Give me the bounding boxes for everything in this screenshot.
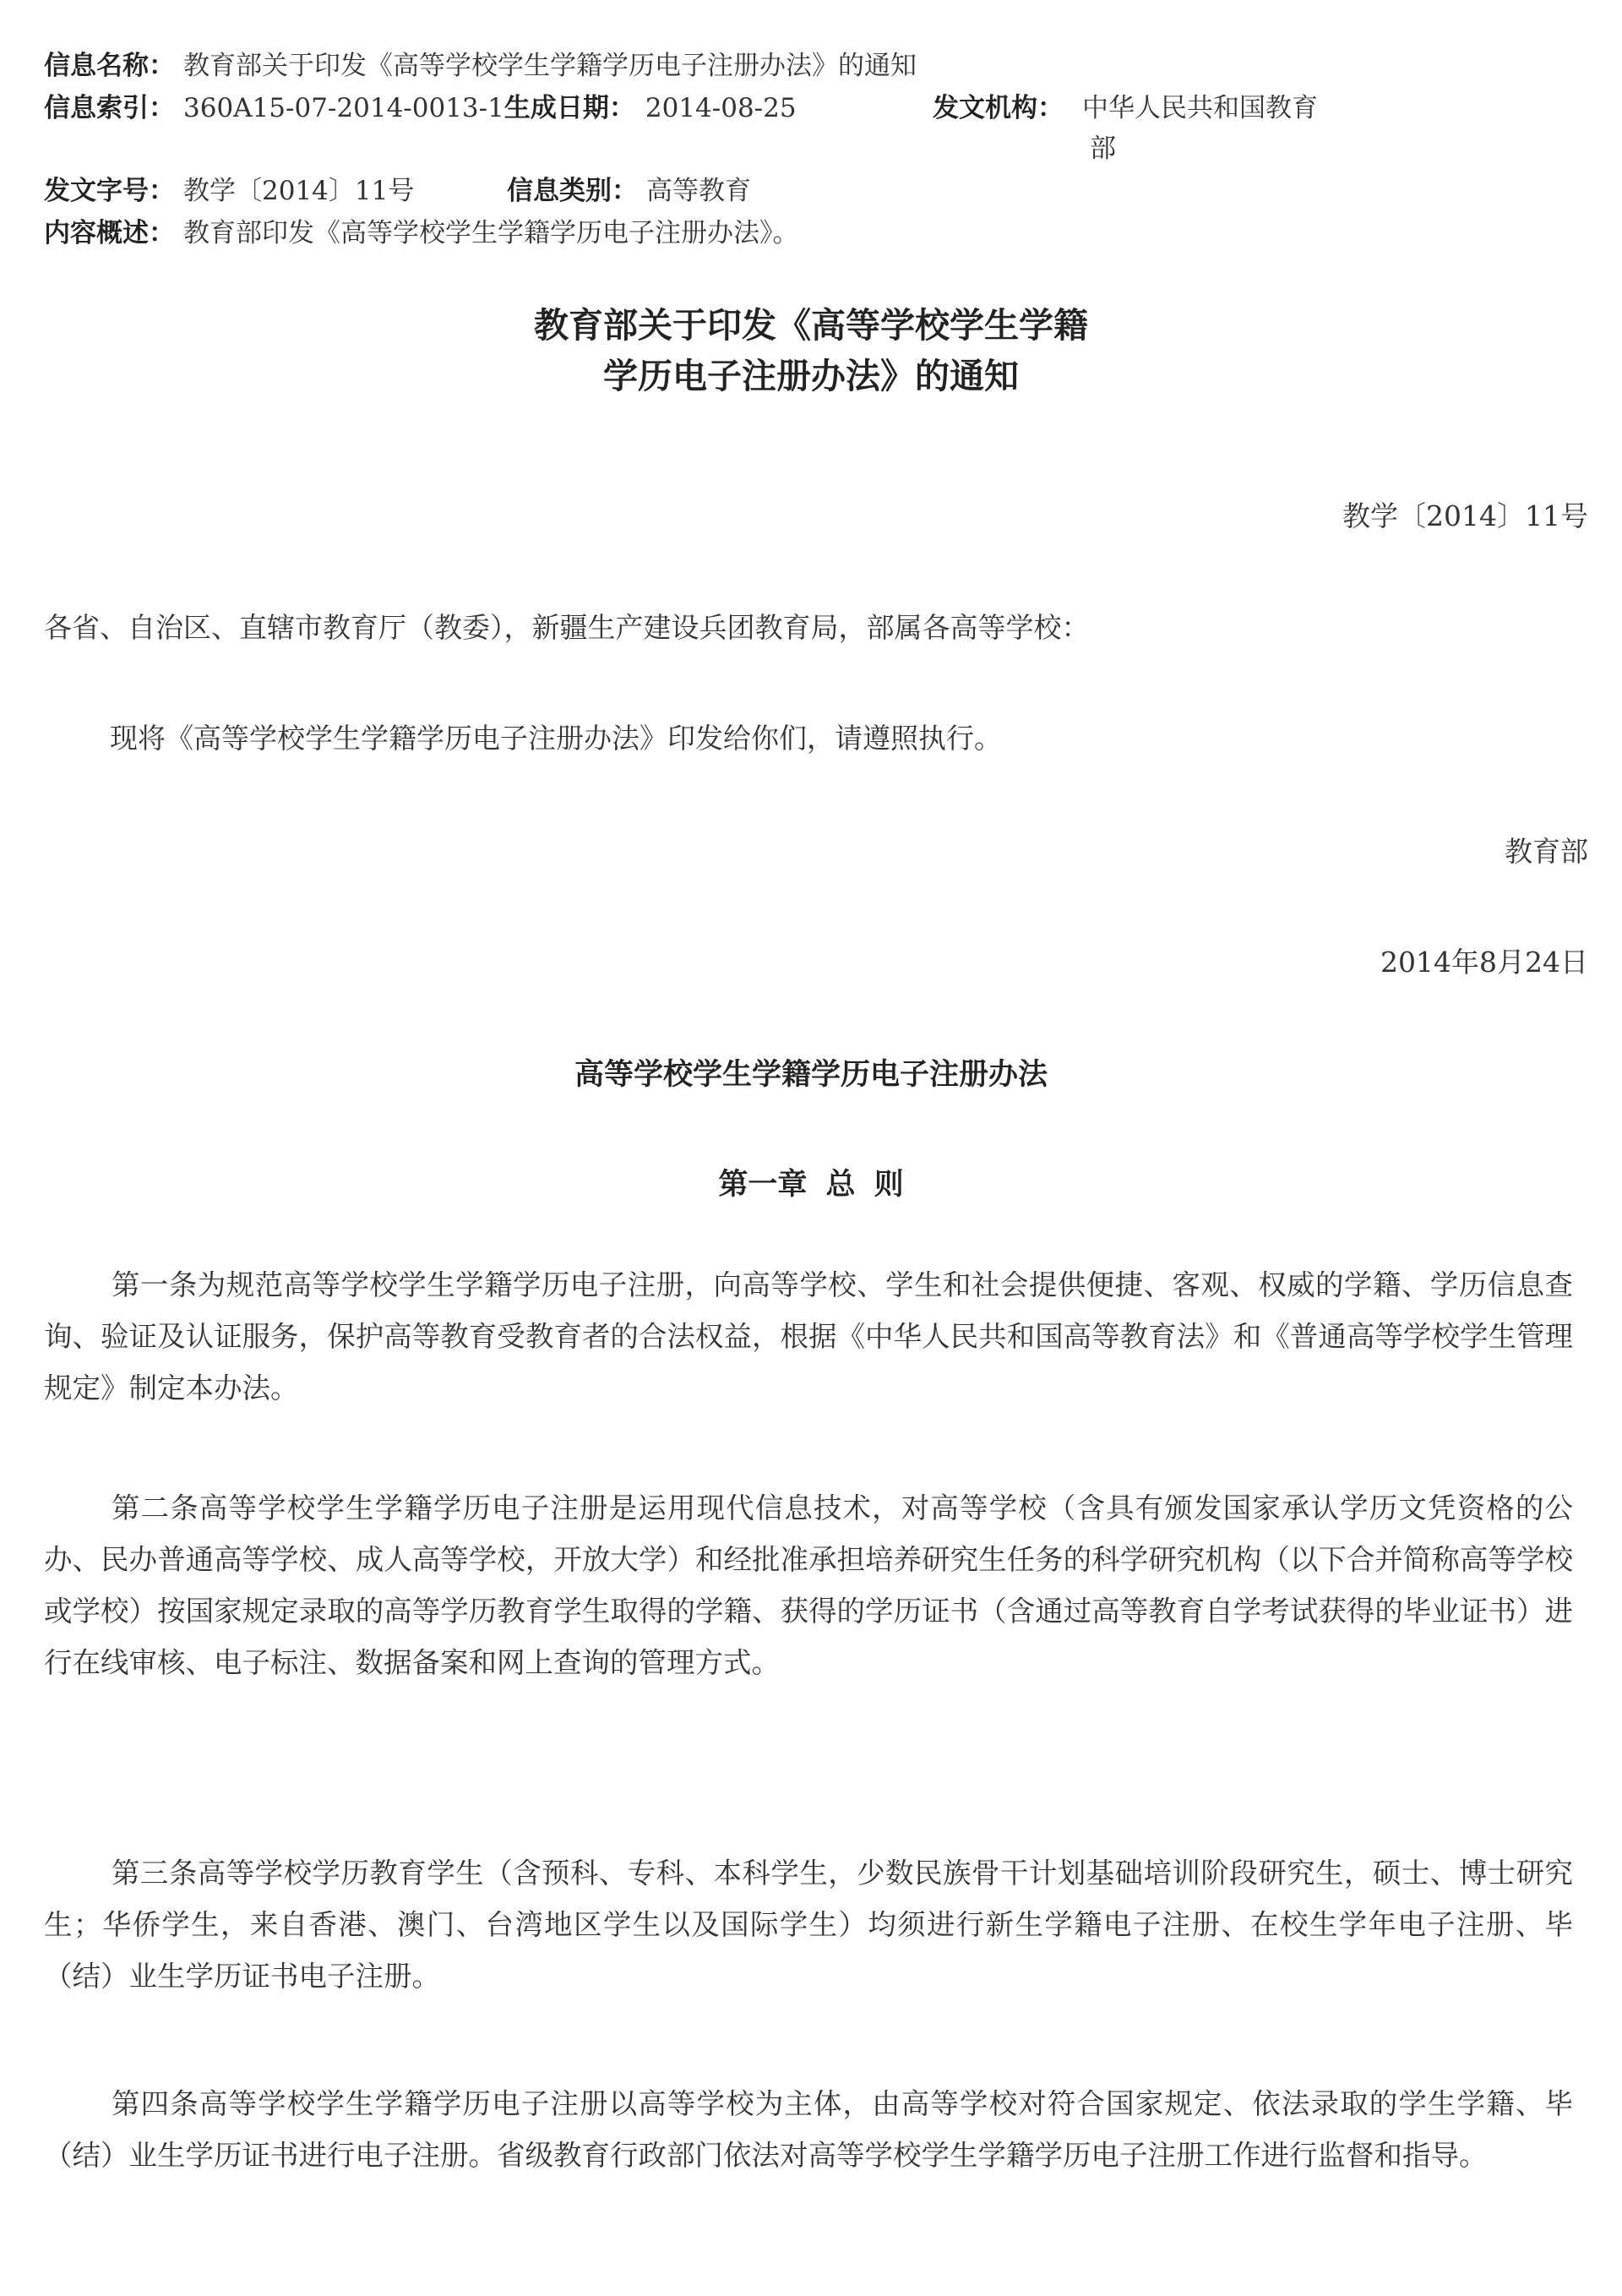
notice-recipients: 各省、自治区、直辖市教育厅（教委），新疆生产建设兵团教育局，部属各高等学校：: [44, 611, 1090, 644]
article-4: 第四条高等学校学生学籍学历电子注册以高等学校为主体，由高等学校对符合国家规定、依法录取的学生学籍、毕（结）业生学历证书进行电子注册。省级教育行政部门依法对高等学校学生学籍学历电子注册工作进行监督和指导。: [44, 2087, 1573, 2172]
article-2: 第二条高等学校学生学籍学历电子注册是运用现代信息技术，对高等学校（含具有颁发国家承认学历文凭资格的公办、民办普通高等学校、成人高等学校，开放大学）和经批准承担培养研究生任务的科学研究机构（以下合并简称高等学校或学校）按国家规定录取的高等学历教育学生取得的学籍、获得的学历证书（含通过高等教育自学考试获得的毕业证书）进行在线审核、电子标注、数据备案和网上查询的管理方式。: [44, 1492, 1573, 1679]
category-label: 信息类别：: [507, 176, 638, 206]
meta-issuer: [933, 91, 1318, 125]
notice-title-line1: 教育部关于印发《高等学校学生学籍: [534, 305, 1088, 346]
notice-body: 现将《高等学校学生学籍学历电子注册办法》印发给你们，请遵照执行。: [110, 722, 1002, 755]
doc-no-value: 教学〔2014〕11号: [183, 176, 415, 206]
meta-category: [507, 174, 751, 208]
article-3: 第三条高等学校学历教育学生（含预科、专科、本科学生，少数民族骨干计划基础培训阶段研究生，硕士、博士研究生；华侨学生，来自香港、澳门、台湾地区学生以及国际学生）均须进行新生学籍电子注册、在校生学年电子注册、毕（结）业生学历证书电子注册。: [44, 1857, 1573, 1993]
index-label: 信息索引：: [44, 93, 175, 123]
doc-no-label: 发文字号：: [44, 176, 175, 206]
issuer-value-line2: 部: [1090, 134, 1116, 164]
info-name-value: 教育部关于印发《高等学校学生学籍学历电子注册办法》的通知: [183, 51, 917, 81]
regulation-title: 高等学校学生学籍学历电子注册办法: [574, 1058, 1048, 1092]
issuer-value-line1: 中华人民共和国教育: [1082, 93, 1318, 123]
meta-index: [44, 91, 797, 125]
meta-info-name: [44, 49, 917, 83]
issuer-label: 发文机构：: [933, 93, 1064, 123]
date-value: 2014-08-25: [645, 93, 797, 123]
meta-summary: [44, 216, 799, 250]
notice-title-line2: 学历电子注册办法》的通知: [603, 356, 1019, 396]
summary-label: 内容概述：: [44, 218, 175, 248]
date-label: 生成日期：: [503, 93, 635, 123]
info-name-label: 信息名称：: [44, 51, 175, 81]
notice-date: 2014年8月24日: [1380, 946, 1588, 979]
category-value: 高等教育: [646, 176, 751, 206]
meta-doc-no: [44, 174, 414, 208]
summary-value: 教育部印发《高等学校学生学籍学历电子注册办法》。: [183, 218, 799, 248]
notice-doc-number: 教学〔2014〕11号: [1342, 499, 1588, 532]
notice-signature: 教育部: [1505, 835, 1588, 868]
article-1: 第一条为规范高等学校学生学籍学历电子注册，向高等学校、学生和社会提供便捷、客观、权威的学籍、学历信息查询、验证及认证服务，保护高等教育受教育者的合法权益，根据《中华人民共和国高等教育法》和《普通高等学校学生管理规定》制定本办法。: [44, 1268, 1573, 1404]
index-value: 360A15-07-2014-0013-1: [183, 93, 504, 123]
chapter1-title: 第一章 总 则: [718, 1168, 904, 1202]
